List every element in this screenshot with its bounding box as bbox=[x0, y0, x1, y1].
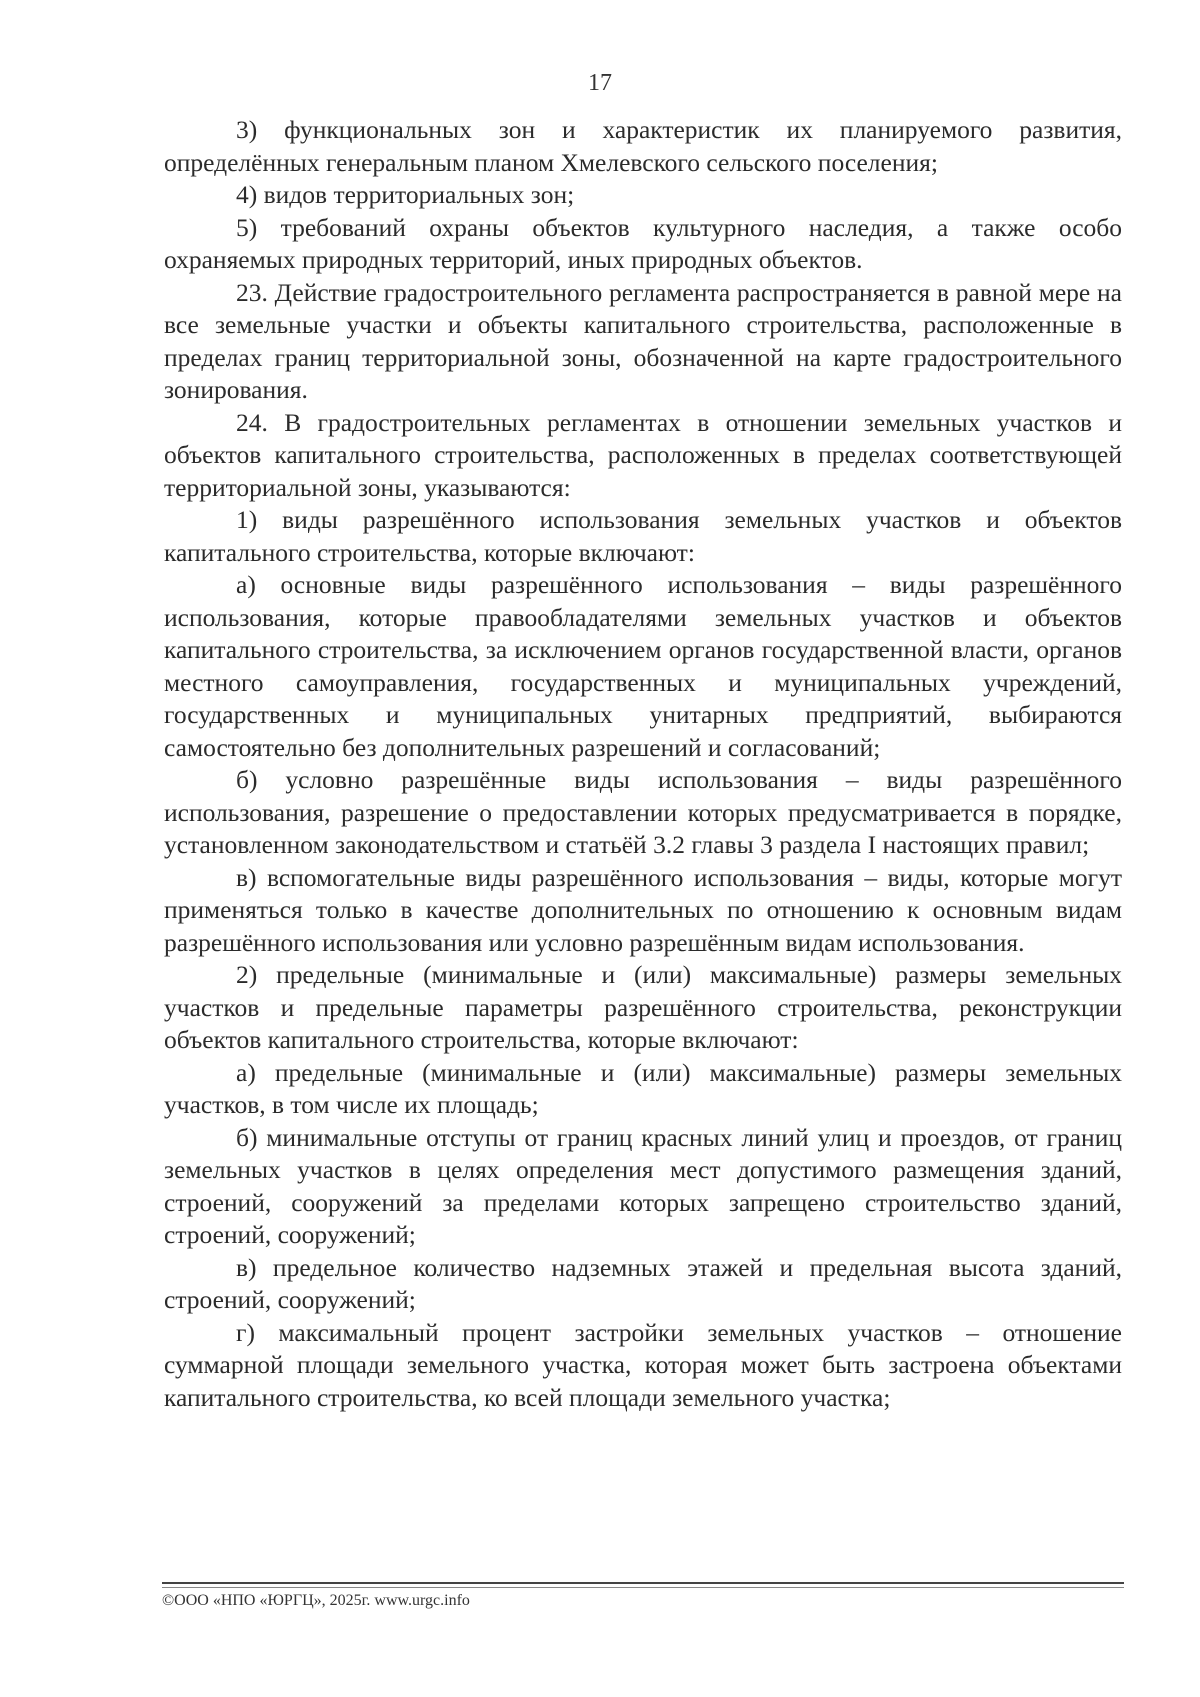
paragraph-24-2a-plot-sizes: а) предельные (минимальные и (или) максимальные) размеры земельных участков, в том числе их площадь; bbox=[164, 1057, 1122, 1119]
paragraph-item-5-heritage-protection: 5) требований охраны объектов культурного наследия, а также особо охраняемых природных территорий, иных природных объектов. bbox=[164, 212, 1122, 274]
paragraph-24-1a-main-uses: а) основные виды разрешённого использования – виды разрешённого использования, которые правообладателями земельных участков и объектов капитального строительства, за исключением органов государственной власти, органов местного самоуправления, государственных и муниципальных учреждений, государственных и муниципальных унитарных предприятий, выбираются самостоятельно без дополнительных разрешений и согласований; bbox=[164, 570, 1122, 762]
paragraph-24-2d-building-coverage: г) максимальный процент застройки земельных участков – отношение суммарной площади земельного участка, которая может быть застроена объектами капитального строительства, ко всей площади земельного участка; bbox=[164, 1317, 1122, 1412]
paragraph-item-3-functional-zones: 3) функциональных зон и характеристик их планируемого развития, определённых генеральным планом Хмелевского сельского поселения; bbox=[164, 115, 1122, 177]
page-number: 17 bbox=[588, 70, 612, 96]
paragraph-24-1-permitted-uses: 1) виды разрешённого использования земельных участков и объектов капитального строительства, которые включают: bbox=[164, 505, 1122, 567]
paragraph-24-1b-conditional-uses: б) условно разрешённые виды использования – виды разрешённого использования, разрешение о предоставлении которых предусматривается в порядке, установленном законодательством и статьёй 3.2 главы 3 раздела I настоящих правил; bbox=[164, 765, 1122, 859]
paragraph-24-1c-auxiliary-uses: в) вспомогательные виды разрешённого использования – виды, которые могут применяться только в качестве дополнительных по отношению к основным видам разрешённого использования или условно разрешённым видам использования. bbox=[164, 862, 1122, 957]
paragraph-24-2b-setbacks: б) минимальные отступы от границ красных линий улиц и проездов, от границ земельных участков в целях определения мест допустимого размещения зданий, строений, сооружений за пределами которых запрещено строительство зданий, строений, сооружений; bbox=[164, 1122, 1122, 1249]
paragraph-item-4-zone-types: 4) видов территориальных зон; bbox=[236, 180, 575, 209]
paragraph-24-2c-floors-height: в) предельное количество надземных этажей и предельная высота зданий, строений, сооружений; bbox=[164, 1252, 1122, 1314]
footer-divider-thin bbox=[162, 1587, 1124, 1588]
footer-copyright: ©ООО «НПО «ЮРГЦ», 2025г. www.urgc.info bbox=[162, 1592, 470, 1609]
paragraph-24-regulation-contents: 24. В градостроительных регламентах в отношении земельных участков и объектов капитального строительства, расположенных в пределах соответствующей территориальной зоны, указываются: bbox=[164, 407, 1122, 502]
document-body bbox=[164, 114, 1122, 1414]
paragraph-23-regulation-scope: 23. Действие градостроительного регламента распространяется в равной мере на все земельные участки и объекты капитального строительства, расположенные в пределах границ территориальной зоны, обозначенной на карте градостроительного зонирования. bbox=[164, 277, 1122, 404]
footer-divider bbox=[162, 1582, 1124, 1584]
paragraph-24-2-limit-parameters: 2) предельные (минимальные и (или) максимальные) размеры земельных участков и предельные параметры разрешённого строительства, реконструкции объектов капитального строительства, которые включают: bbox=[164, 960, 1122, 1054]
